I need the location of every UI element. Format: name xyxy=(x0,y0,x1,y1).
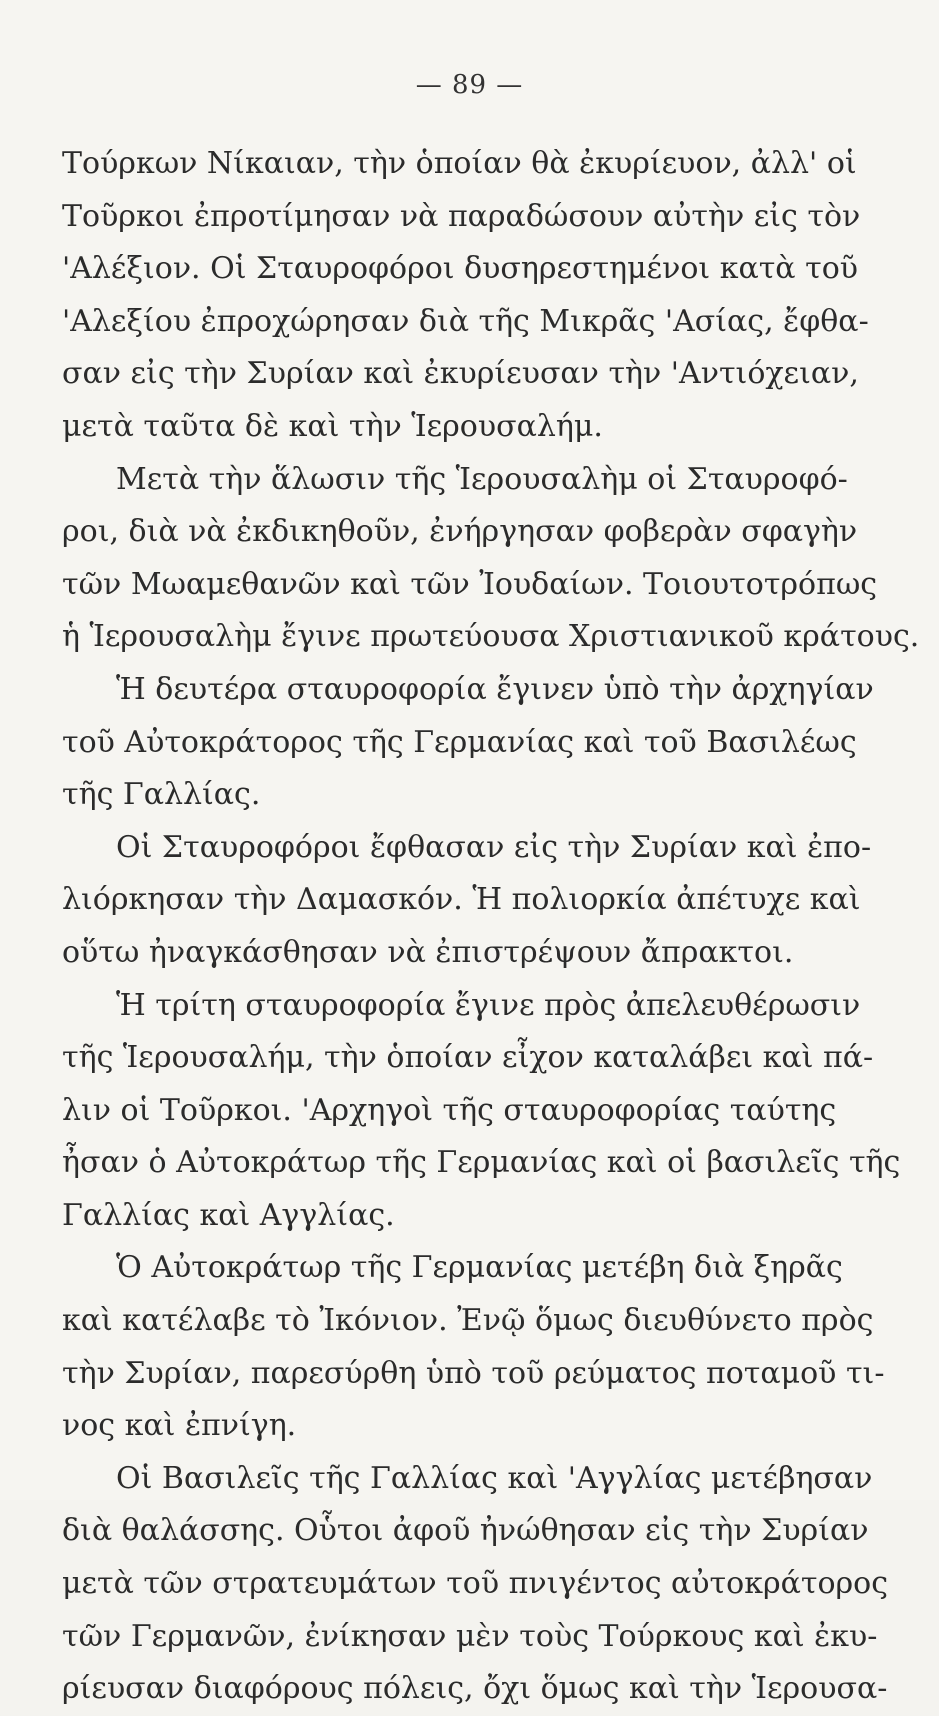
text-line: Τοῦρκοι ἐπροτίμησαν νὰ παραδώσουν αὐτὴν εἰς τὸν xyxy=(62,198,861,234)
text-line: Ἡ τρίτη σταυροφορία ἔγινε πρὸς ἀπελευθέρωσιν xyxy=(116,987,861,1023)
text-line: σαν εἰς τὴν Συρίαν καὶ ἐκυρίευσαν τὴν 'Αντιόχειαν, xyxy=(62,356,859,392)
text-line: Ὁ Αὐτοκράτωρ τῆς Γερμανίας μετέβη διὰ ξηρᾶς xyxy=(116,1250,843,1286)
text-line: λιόρκησαν τὴν Δαμασκόν. Ἡ πολιορκία ἀπέτυχε καὶ xyxy=(62,882,861,918)
text-line: Ἡ δευτέρα σταυροφορία ἔγινεν ὑπὸ τὴν ἀρχηγίαν xyxy=(116,671,874,707)
text-line: 'Αλεξίου ἐπροχώρησαν διὰ τῆς Μικρᾶς 'Ασίας, ἔφθα- xyxy=(62,303,869,339)
text-line: Οἱ Σταυροφόροι ἔφθασαν εἰς τὴν Συρίαν καὶ ἐπο- xyxy=(116,829,872,865)
text-line: τῆς Ἱερουσαλήμ, τὴν ὁποίαν εἶχον καταλάβει καὶ πά- xyxy=(62,1040,874,1076)
text-line: νος καὶ ἐπνίγη. xyxy=(62,1408,297,1444)
text-line: τοῦ Αὐτοκράτορος τῆς Γερμανίας καὶ τοῦ Βασιλέως xyxy=(62,724,857,760)
text-line: καὶ κατέλαβε τὸ Ἰκόνιον. Ἐνῷ ὅμως διευθύνετο πρὸς xyxy=(62,1303,874,1339)
text-line: τῆς Γαλλίας. xyxy=(62,777,261,813)
text-line: μετὰ τῶν στρατευμάτων τοῦ πνιγέντος αὐτοκράτορος xyxy=(62,1566,889,1602)
text-line: Μετὰ τὴν ἅλωσιν τῆς Ἱερουσαλὴμ οἱ Σταυροφό- xyxy=(116,461,848,497)
text-line: διὰ θαλάσσης. Οὗτοι ἀφοῦ ἠνώθησαν εἰς τὴν Συρίαν xyxy=(62,1513,869,1549)
text-line: μετὰ ταῦτα δὲ καὶ τὴν Ἱερουσαλήμ. xyxy=(62,408,603,444)
page-number: — 89 — xyxy=(415,70,524,100)
text-line: οὕτω ἠναγκάσθησαν νὰ ἐπιστρέψουν ἄπρακτοι. xyxy=(62,934,794,970)
text-line: ἡ Ἱερουσαλὴμ ἔγινε πρωτεύουσα Χριστιανικοῦ κράτους. xyxy=(62,619,920,655)
text-line: ἦσαν ὁ Αὐτοκράτωρ τῆς Γερμανίας καὶ οἱ βασιλεῖς τῆς xyxy=(62,1145,901,1181)
text-line: Οἱ Βασιλεῖς τῆς Γαλλίας καὶ 'Αγγλίας μετέβησαν xyxy=(116,1460,873,1496)
body-text xyxy=(62,138,920,1716)
text-line: τῶν Γερμανῶν, ἐνίκησαν μὲν τοὺς Τούρκους καὶ ἐκυ- xyxy=(62,1618,878,1654)
text-line: Τούρκων Νίκαιαν, τὴν ὁποίαν θὰ ἐκυρίευον, ἀλλ' οἱ xyxy=(62,146,857,181)
text-line: τῶν Μωαμεθανῶν καὶ τῶν Ἰουδαίων. Τοιουτοτρόπως xyxy=(62,566,878,602)
text-line: ροι, διὰ νὰ ἐκδικηθοῦν, ἐνήργησαν φοβερὰν σφαγὴν xyxy=(62,514,858,550)
text-line: λιν οἱ Τοῦρκοι. 'Αρχηγοὶ τῆς σταυροφορίας ταύτης xyxy=(62,1092,837,1128)
text-line: τὴν Συρίαν, παρεσύρθη ὑπὸ τοῦ ρεύματος ποταμοῦ τι- xyxy=(62,1355,885,1391)
text-line: 'Αλέξιον. Οἱ Σταυροφόροι δυσηρεστημένοι κατὰ τοῦ xyxy=(62,251,858,287)
text-line: ρίευσαν διαφόρους πόλεις, ὄχι ὅμως καὶ τὴν Ἱερουσα- xyxy=(62,1671,888,1707)
text-line: Γαλλίας καὶ Αγγλίας. xyxy=(62,1197,395,1233)
